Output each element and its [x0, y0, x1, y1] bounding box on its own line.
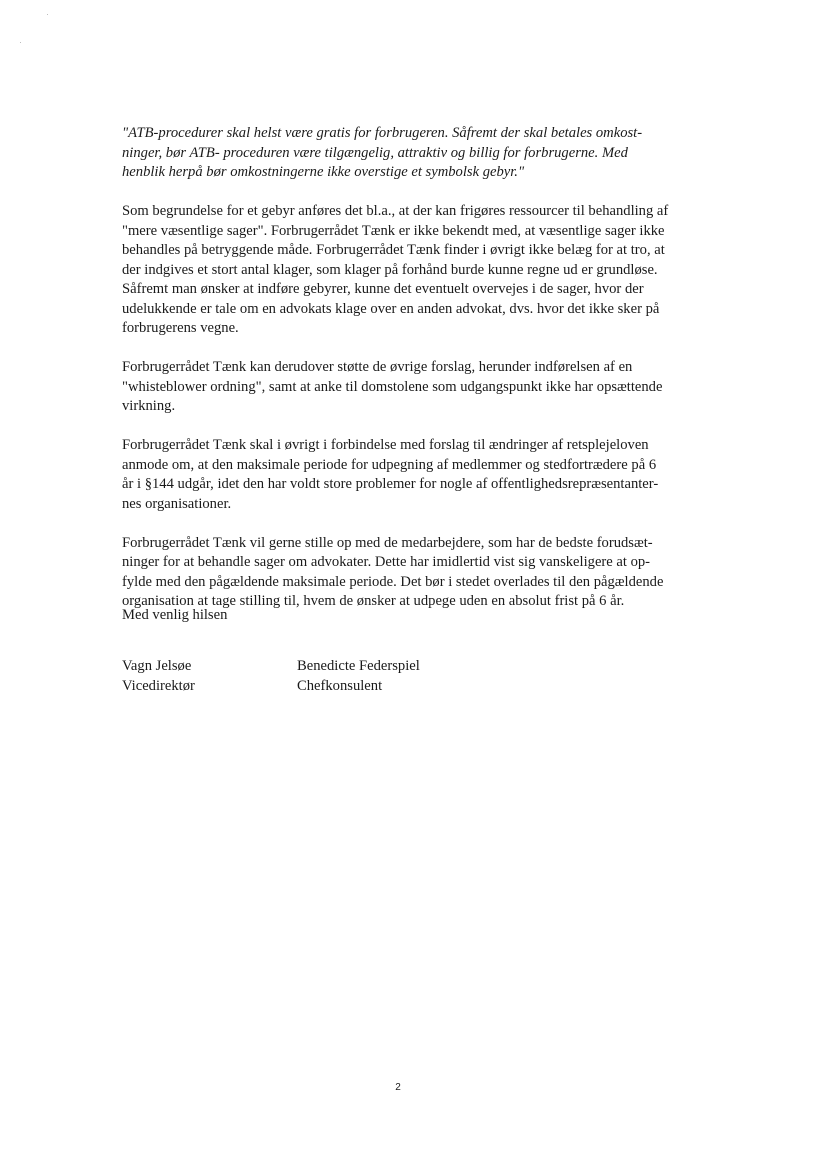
scan-mark: [47, 14, 48, 15]
quote-line: henblik herpå bør omkostningerne ikke overstige et symbolsk gebyr.": [122, 164, 525, 180]
text-line: behandles på betryggende måde. Forbrugerrådet Tænk finder i øvrigt ikke belæg for at tro, at: [122, 242, 665, 258]
page-number: 2: [395, 1082, 401, 1093]
quote-paragraph: [122, 124, 682, 183]
text-line: organisation at tage stilling til, hvem de ønsker at udpege uden en absolut frist på 6 år.: [122, 593, 625, 609]
scan-mark: [20, 42, 21, 43]
text-line: Såfremt man ønsker at indføre gebyrer, kunne det eventuelt overvejes i de sager, hvor der: [122, 281, 644, 297]
paragraph-staff: [122, 534, 682, 612]
text-line: Forbrugerrådet Tænk skal i øvrigt i forbindelse med forslag til ændringer af retsplejeloven: [122, 437, 649, 453]
signatory-name: Vagn Jelsøe: [122, 658, 192, 674]
text-line: fylde med den pågældende maksimale periode. Det bør i stedet overlades til den pågældende: [122, 573, 664, 590]
text-line: "mere væsentlige sager". Forbrugerrådet Tænk er ikke bekendt med, at væsentlige sager ikke: [122, 222, 665, 239]
text-line: forbrugerens vegne.: [122, 320, 239, 336]
text-line: Som begrundelse for et gebyr anføres det bl.a., at der kan frigøres ressourcer til behandling af: [122, 203, 669, 219]
text-line: udelukkende er tale om en advokats klage over en anden advokat, dvs. hvor det ikke sker på: [122, 300, 660, 317]
paragraph-support-proposals: [122, 358, 682, 417]
signatory-title: Vicedirektør: [122, 677, 195, 694]
quote-line: "ATB-procedurer skal helst være gratis for forbrugeren. Såfremt der skal betales omkost-: [122, 125, 643, 141]
text-line: der indgives et stort antal klager, som klager på forhånd burde kunne regne ud er grundløse.: [122, 261, 658, 278]
text-line: anmode om, at den maksimale periode for udpegning af medlemmer og stedfortrædere på 6: [122, 456, 657, 473]
closing-greeting: Med venlig hilsen: [122, 607, 228, 623]
quote-line: ninger, bør ATB- proceduren være tilgængelig, attraktiv og billig for forbrugerne. Med: [122, 144, 628, 161]
paragraph-retsplejeloven: [122, 436, 682, 514]
text-line: "whisteblower ordning", samt at anke til domstolene som udgangspunkt ikke har opsættende: [122, 378, 663, 395]
signatory-title: Chefkonsulent: [297, 677, 383, 694]
text-line: Forbrugerrådet Tænk kan derudover støtte de øvrige forslag, herunder indførelsen af en: [122, 359, 633, 375]
text-line: ninger for at behandle sager om advokater. Dette har imidlertid vist sig vanskeligere at op-: [122, 554, 651, 570]
signatory-2: [297, 657, 420, 696]
text-line: nes organisationer.: [122, 495, 232, 512]
text-line: virkning.: [122, 398, 176, 414]
signatory-1: [122, 657, 195, 696]
paragraph-fee-justification: [122, 202, 682, 339]
letter-body: [122, 124, 682, 631]
text-line: Forbrugerrådet Tænk vil gerne stille op med de medarbejdere, som har de bedste forudsæt-: [122, 534, 653, 551]
text-line: år i §144 udgår, idet den har voldt store problemer for nogle af offentlighedsrepræsentanter-: [122, 476, 659, 492]
signatory-name: Benedicte Federspiel: [297, 658, 420, 674]
